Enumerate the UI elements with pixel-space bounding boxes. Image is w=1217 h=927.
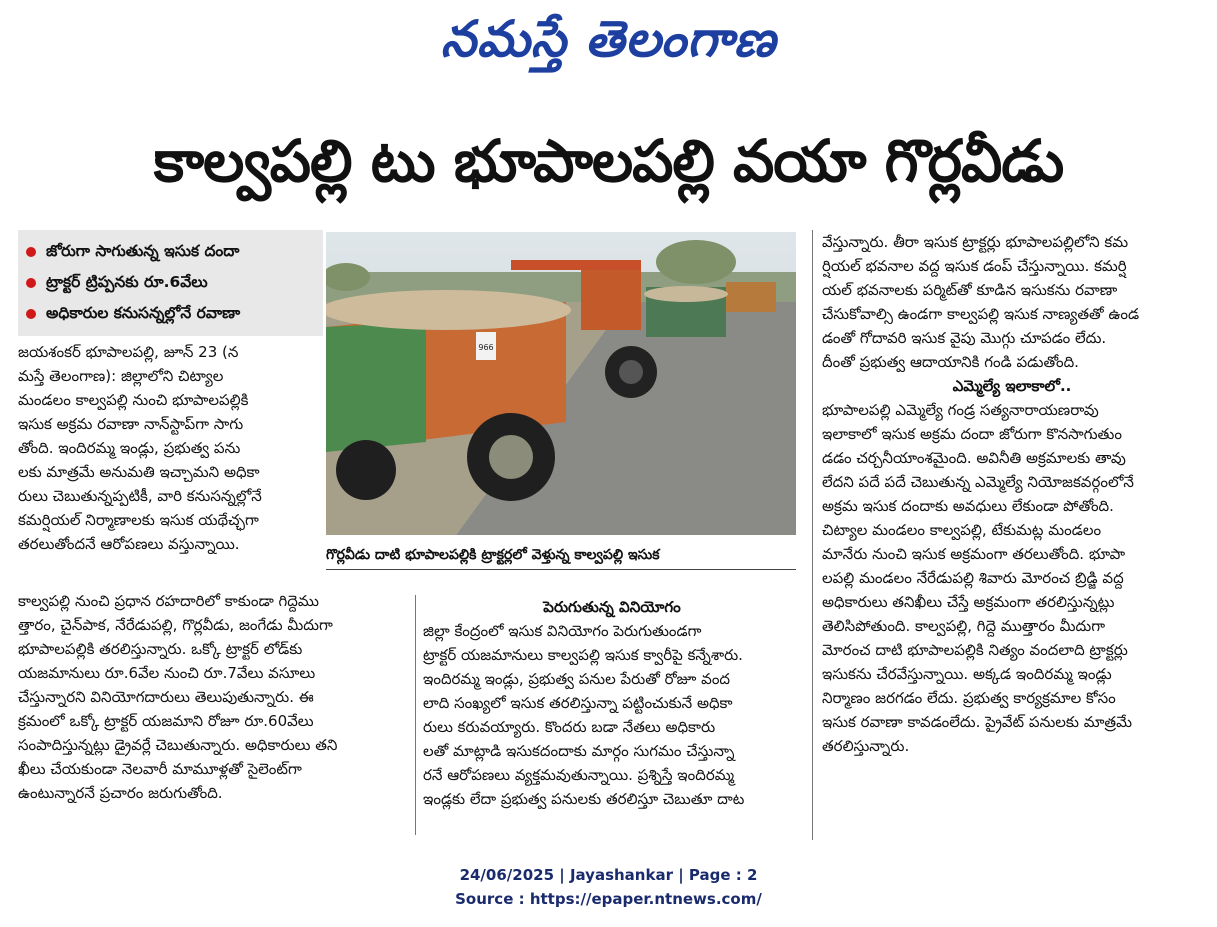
text-line: తెలిసిపోతుంది. కాల్వపల్లి, గిద్దె ముత్తారం మీదుగా <box>822 617 1106 635</box>
text-line: ఉంటున్నారనే ప్రచారం జరుగుతోంది. <box>18 784 223 802</box>
text-line: రనే ఆరోపణలు వ్యక్తమవుతున్నాయి. ప్రశ్నిస్తే ఇందిరమ్మ <box>423 766 735 784</box>
article-column-1 <box>18 340 323 556</box>
bullet-icon <box>26 247 36 257</box>
text-line: ఇండ్లకు లేదా ప్రభుత్వ పనులకు తరలిస్తూ చెబుతూ దాట <box>423 790 745 808</box>
column-divider <box>415 595 416 835</box>
text-line: ఇలాకాలో ఇసుక అక్రమ దందా జోరుగా కొనసాగుతుం <box>822 425 1122 443</box>
text-line: డడం చర్చనీయాంశమైంది. అవినీతి అక్రమాలకు తావు <box>822 449 1126 467</box>
text-line: ఖీలు చేయకుండా నెలవారీ మామూళ్లతో సైలెంట్‌గా <box>18 760 302 778</box>
text-line: దీంతో ప్రభుత్వ ఆదాయానికి గండి పడుతోంది. <box>822 353 1079 371</box>
text-line: నిర్మాణం జరగడం లేదు. ప్రభుత్వ కార్యక్రమాల కోసం <box>822 689 1116 707</box>
text-line: తరలుతోందనే ఆరోపణలు వస్తున్నాయి. <box>18 535 240 553</box>
text-line: రులు కరువయ్యారు. కొందరు బడా నేతలు అధికారు <box>423 718 716 736</box>
text-line: అధికారులు తనిఖీలు చేస్తే అక్రమంగా తరలిస్తున్నట్లు <box>822 593 1115 611</box>
headline: కాల్వపల్లి టు భూపాలపల్లి వయా గొర్లవీడు <box>153 127 1064 195</box>
tractor-plate: 966 <box>478 343 494 352</box>
text-line: భూపాలపల్లి ఎమ్మెల్యే గండ్ర సత్యనారాయణరావు <box>822 401 1099 419</box>
highlights-box <box>18 230 323 336</box>
bullet-icon <box>26 278 36 288</box>
text-line: భూపాలపల్లికి తరలిస్తున్నారు. ఒక్కో ట్రాక్టర్ లోడ్‌కు <box>18 640 303 658</box>
text-line: లతో మాట్లాడి ఇసుకదందాకు మార్గం సుగమం చేస్తున్నా <box>423 742 735 760</box>
text-line: లేదని పదే పదే చెబుతున్న ఎమ్మెల్యే నియోజకవర్గంలోనే <box>822 473 1134 491</box>
page-footer <box>0 863 1217 911</box>
footer-source-link[interactable]: Source : https://epaper.ntnews.com/ <box>455 890 762 908</box>
text-line: కాల్వపల్లి నుంచి ప్రధాన రహదారిలో కాకుండా గిద్దెము <box>18 592 319 610</box>
highlight-item: ట్రాక్టర్ ట్రిప్పనకు రూ.6వేలు <box>26 267 315 298</box>
masthead-logo: నమస్తే తెలంగాణ <box>440 10 777 68</box>
text-line: జయశంకర్ భూపాలపల్లి, జూన్ 23 (న <box>18 343 239 361</box>
text-line: ఇసుక అక్రమ రవాణా నాన్‌స్టాప్‌గా సాగు <box>18 415 244 433</box>
text-line: చిట్యాల మండలం కాల్వపల్లి, టేకుమట్ల మండలం <box>822 521 1102 539</box>
text-line: ఇసుక రవాణా కావడంలేదు. ప్రైవేట్ పనులకు మాత్రమే <box>822 713 1132 731</box>
text-line: యజమానులు రూ.6వేల నుంచి రూ.7వేలు వసూలు <box>18 664 316 682</box>
text-line: లపల్లి మండలం నేరేడుపల్లి శివారు మోరంచ బ్రిడ్జి వద్ద <box>822 569 1124 587</box>
text-line: తరలిస్తున్నారు. <box>822 737 910 755</box>
text-line: లాది సంఖ్యలో ఇసుక తరలిస్తున్నా పట్టించుకునే అధికా <box>423 694 733 712</box>
text-line: మోరంచ దాటి భూపాలపల్లికి నిత్యం వందలాది ట్రాక్టర్లు <box>822 641 1128 659</box>
text-line: కమర్షియల్ నిర్మాణాలకు ఇసుక యథేచ్ఛగా <box>18 511 259 529</box>
text-line: మస్తే తెలంగాణ): జిల్లాలోని చిట్యాల <box>18 367 224 385</box>
text-line: తోంది. ఇందిరమ్మ ఇండ్లు, ప్రభుత్వ పను <box>18 439 241 457</box>
photo-caption: గొర్లవీడు దాటి భూపాలపల్లికి ట్రాక్టర్లలో వెళ్తున్న కాల్వపల్లి ఇసుక <box>326 545 796 570</box>
text-line: క్రమంలో ఒక్కో ట్రాక్టర్ యజమాని రోజూ రూ.60వేలు <box>18 712 314 730</box>
news-photo <box>326 232 796 535</box>
text-line: మానేరు నుంచి ఇసుక అక్రమంగా తరలుతోంది. భూపా <box>822 545 1126 563</box>
highlight-item: జోరుగా సాగుతున్న ఇసుక దందా <box>26 236 315 267</box>
text-line: డంతో గోదావరి ఇసుక వైపు మొగ్గు చూపడం లేదు. <box>822 329 1107 347</box>
text-line: ట్రాక్టర్ యజమానులు కాల్వపల్లి ఇసుక క్వారీపై కన్నేశారు. <box>423 646 743 664</box>
footer-edition-info: 24/06/2025 | Jayashankar | Page : 2 <box>459 866 758 884</box>
text-line: అక్రమ ఇసుక దందాకు అవధులు లేకుండా పోతోంది. <box>822 497 1114 515</box>
text-line: చేసుకోవాల్సి ఉండగా కాల్వపల్లి ఇసుక నాణ్యతతో ఉండ <box>822 305 1140 323</box>
tractors-photo-illustration <box>326 232 796 535</box>
article-column-1-continued <box>18 589 423 805</box>
text-line: జిల్లా కేంద్రంలో ఇసుక వినియోగం పెరుగుతుండగా <box>423 622 702 640</box>
article-column-3 <box>822 230 1202 758</box>
article-column-2 <box>423 595 801 811</box>
text-line: యల్ భవనాలకు పర్మిట్‌తో కూడిన ఇసుకను రవాణా <box>822 281 1118 299</box>
text-line: త్తారం, చైన్‌పాక, నేరేడుపల్లి, గొర్లవీడు, జంగేడు మీదుగా <box>18 616 333 634</box>
text-line: ఇసుకను చేరవేస్తున్నాయి. అక్కడ ఇందిరమ్మ ఇండ్లు <box>822 665 1112 683</box>
text-line: సంపాదిస్తున్నట్లు డ్రైవర్లే చెబుతున్నారు. అధికారులు తని <box>18 736 338 754</box>
highlight-item: అధికారుల కనుసన్నల్లోనే రవాణా <box>26 298 315 329</box>
text-line: ఇందిరమ్మ ఇండ్లు, ప్రభుత్వ పనుల పేరుతో రోజూ వంద <box>423 670 731 688</box>
text-line: రులు చెబుతున్నప్పటికీ, వారి కనుసన్నల్లోనే <box>18 487 262 505</box>
text-line: లకు మాత్రమే అనుమతి ఇచ్చామని అధికా <box>18 463 260 481</box>
subheading: ఎమ్మెల్యే ఇలాకాలో.. <box>952 377 1072 395</box>
bullet-icon <box>26 309 36 319</box>
text-line: ర్షియల్ భవనాల వద్ద ఇసుక డంప్ చేస్తున్నాయి. కమర్షి <box>822 257 1127 275</box>
column-divider <box>812 230 813 840</box>
subheading: పెరుగుతున్న వినియోగం <box>543 598 681 616</box>
text-line: వేస్తున్నారు. తీరా ఇసుక ట్రాక్టర్లు భూపాలపల్లిలోని కమ <box>822 233 1129 251</box>
text-line: చేస్తున్నారని వినియోగదారులు తెలుపుతున్నారు. ఈ <box>18 688 314 706</box>
text-line: మండలం కాల్వపల్లి నుంచి భూపాలపల్లికి <box>18 391 249 409</box>
